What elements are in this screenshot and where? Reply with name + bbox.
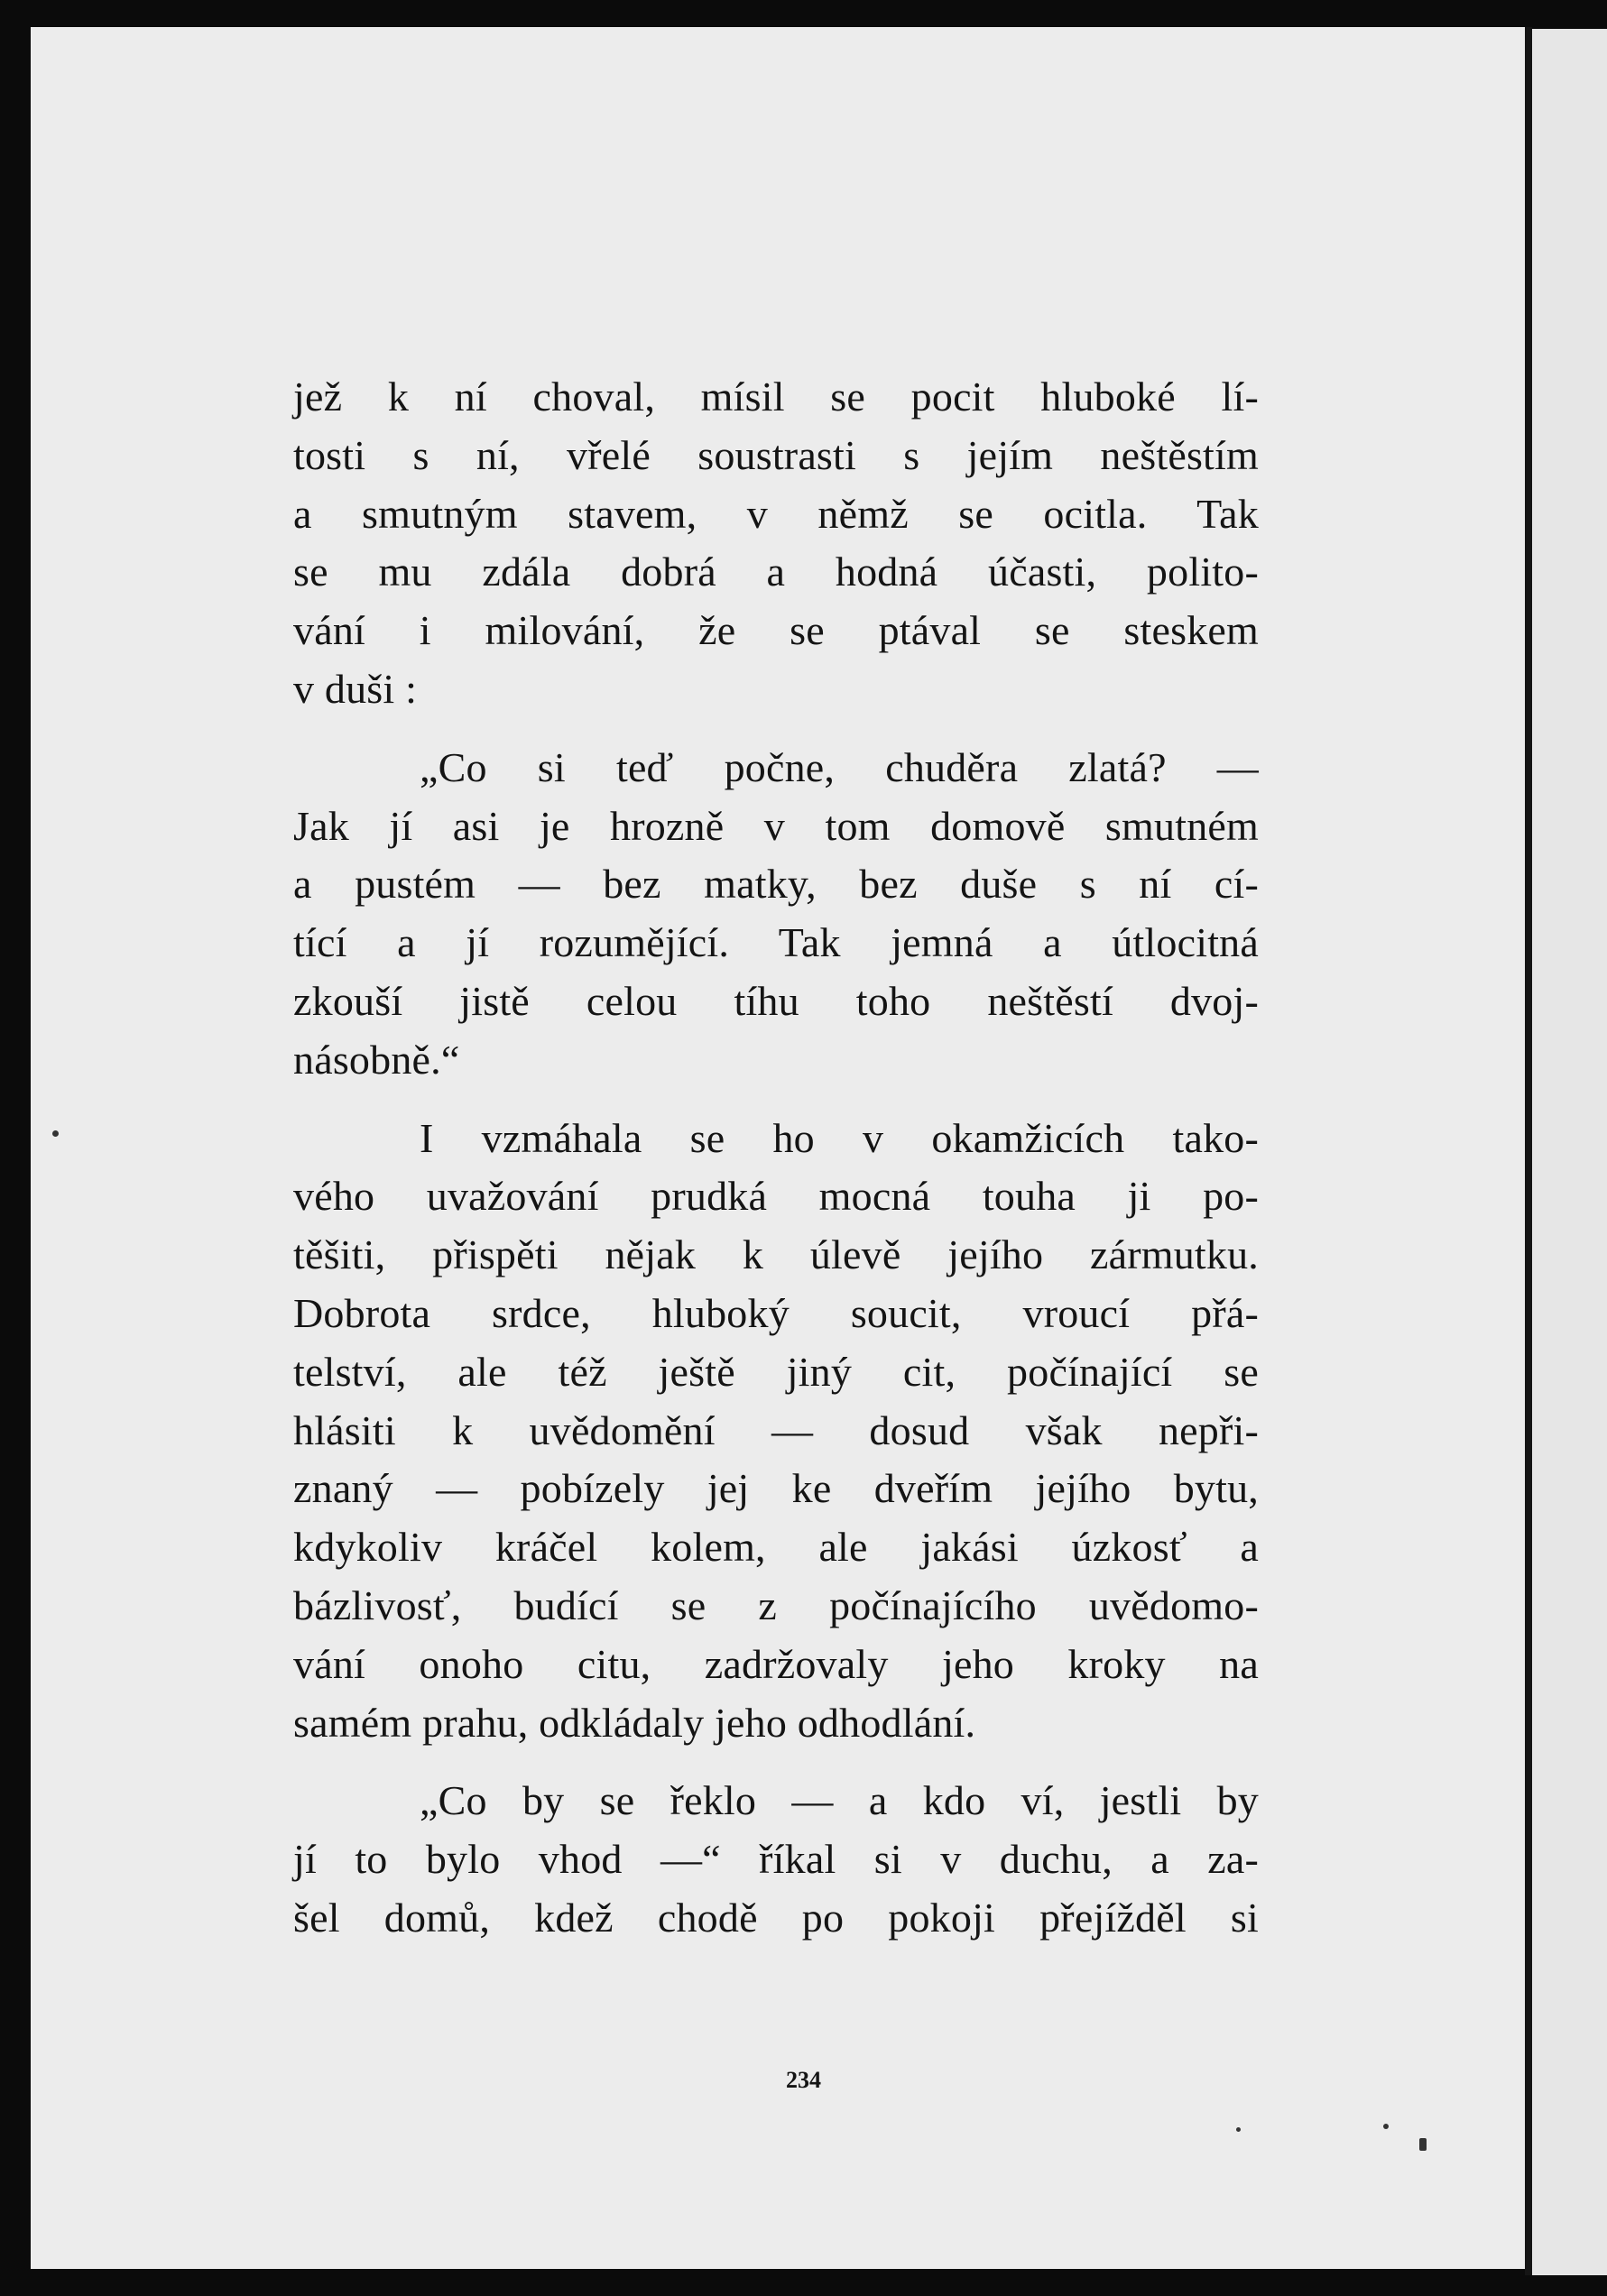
- text-line: „Co by se řeklo — a kdo ví, jestli by: [420, 1777, 1259, 1824]
- text-line: tosti s ní, vřelé soustrasti s jejím neštěstím: [293, 431, 1259, 478]
- scan-speck: [1236, 2127, 1241, 2132]
- text-line: telství, ale též ještě jiný cit, počínající se: [293, 1348, 1259, 1395]
- scan-speck: [1419, 2138, 1427, 2151]
- text-line: I vzmáhala se ho v okamžicích tako-: [420, 1114, 1259, 1161]
- text-line: Jak jí asi je hrozně v tom domově smutném: [293, 802, 1259, 849]
- text-line: bázlivosť, budící se z počínajícího uvědomo-: [293, 1581, 1259, 1628]
- text-line: hlásiti k uvědomění — dosud však nepři-: [293, 1406, 1259, 1453]
- page-number: 234: [786, 2067, 821, 2093]
- paragraph-3: [293, 1110, 1259, 1753]
- paragraph-4: [293, 1772, 1259, 1947]
- text-line: se mu zdála dobrá a hodná účasti, polito-: [293, 549, 1259, 595]
- text-line: znaný — pobízely jej ke dveřím jejího bytu,: [293, 1465, 1259, 1512]
- text-line: vání i milování, že se ptával se steskem: [293, 607, 1259, 654]
- text-line: těšiti, přispěti nějak k úlevě jejího zármutku.: [293, 1231, 1259, 1278]
- paragraph-1: [293, 368, 1259, 719]
- text-line: a smutným stavem, v němž se ocitla. Tak: [293, 490, 1259, 537]
- facing-page-edge: [1532, 29, 1607, 2275]
- text-line: násobně.“: [293, 1036, 460, 1083]
- text-line: tící a jí rozumějící. Tak jemná a útlocitná: [293, 919, 1259, 966]
- paragraph-2: [293, 739, 1259, 1090]
- text-line: samém prahu, odkládaly jeho odhodlání.: [293, 1699, 976, 1746]
- text-line: a pustém — bez matky, bez duše s ní cí-: [293, 861, 1259, 908]
- text-line: jí to bylo vhod —“ říkal si v duchu, a za-: [293, 1836, 1259, 1883]
- text-line: vého uvažování prudká mocná touha ji po-: [293, 1173, 1259, 1220]
- text-line: v duši :: [293, 665, 418, 712]
- gutter-shadow: [1525, 27, 1532, 2275]
- text-line: šel domů, kdež chodě po pokoji přejížděl si: [293, 1894, 1259, 1941]
- text-line: Dobrota srdce, hluboký soucit, vroucí přá-: [293, 1289, 1259, 1336]
- scan-speck: [52, 1130, 59, 1137]
- body-text: [293, 368, 1259, 1948]
- text-line: jež k ní choval, mísil se pocit hluboké lí-: [293, 373, 1259, 420]
- text-line: kdykoliv kráčel kolem, ale jakási úzkosť a: [293, 1524, 1259, 1571]
- text-line: vání onoho citu, zadržovaly jeho kroky na: [293, 1640, 1259, 1687]
- text-line: „Co si teď počne, chuděra zlatá? —: [420, 743, 1259, 790]
- scan-speck: [1383, 2124, 1389, 2129]
- text-line: zkouší jistě celou tíhu toho neštěstí dvoj-: [293, 977, 1259, 1024]
